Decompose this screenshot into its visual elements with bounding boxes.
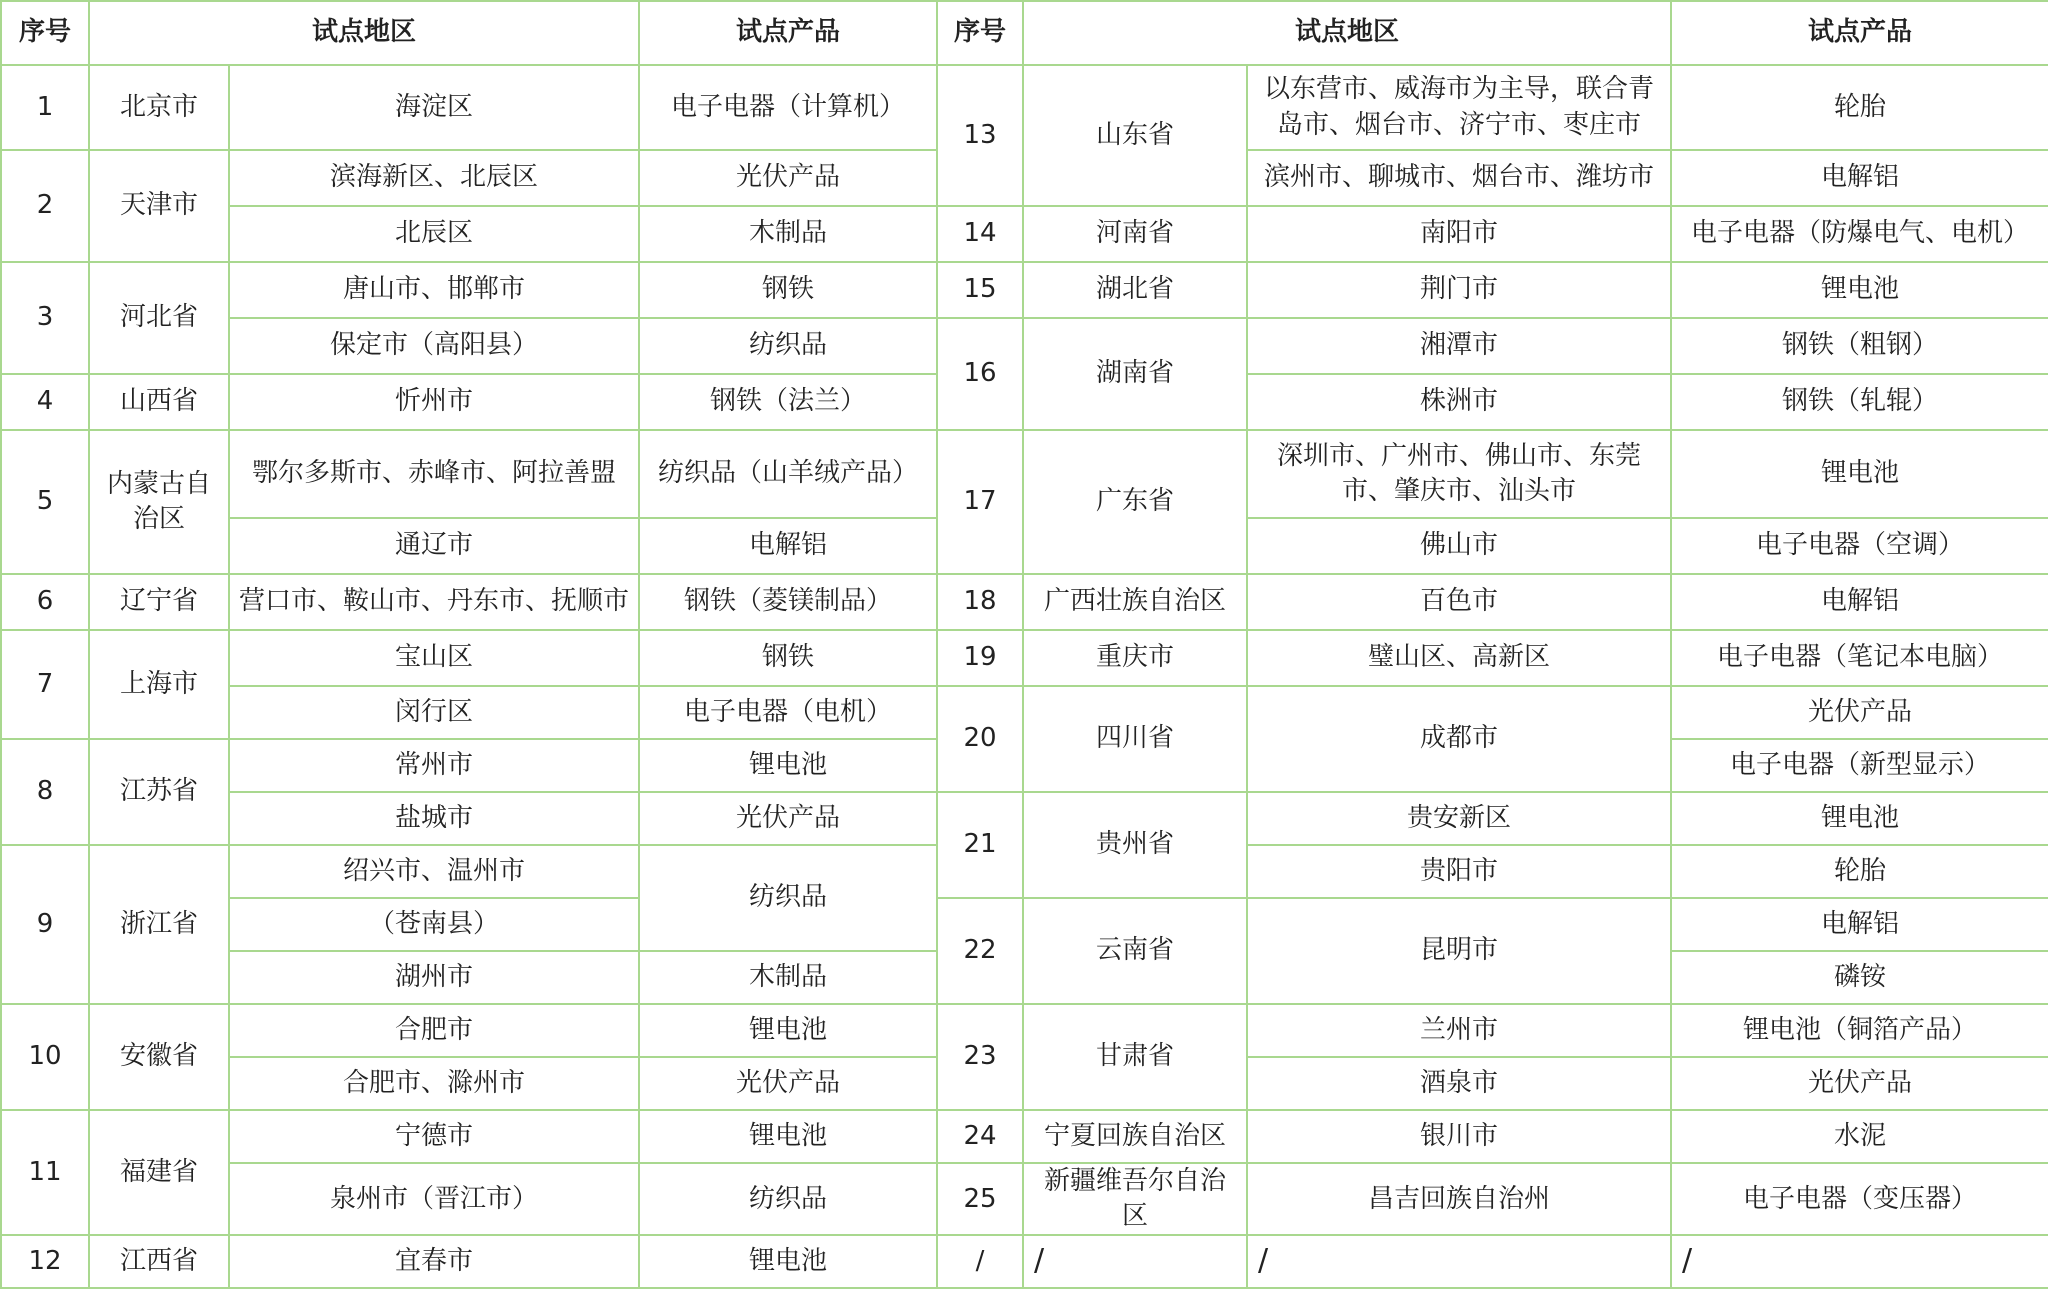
province-cell: 安徽省 [89,1004,229,1110]
area-cell: 唐山市、邯郸市 [229,262,639,318]
seq-cell: 16 [937,318,1023,430]
product-cell: 锂电池 [639,1004,937,1057]
header-region-right: 试点地区 [1023,1,1671,65]
table-row [1,206,2048,262]
product-cell: 光伏产品 [1671,1057,2048,1110]
product-cell: 光伏产品 [639,1057,937,1110]
product-cell: 电解铝 [1671,150,2048,206]
province-cell: 上海市 [89,630,229,739]
area-cell: 滨州市、聊城市、烟台市、潍坊市 [1247,150,1671,206]
seq-cell: / [937,1235,1023,1288]
province-cell: 北京市 [89,65,229,150]
province-cell: 广东省 [1023,430,1247,574]
seq-cell: 12 [1,1235,89,1288]
seq-cell: 9 [1,845,89,1004]
seq-cell: 15 [937,262,1023,318]
seq-cell: 17 [937,430,1023,574]
seq-cell: 2 [1,150,89,262]
table-row [1,630,2048,686]
product-cell: 电解铝 [1671,574,2048,630]
seq-cell: 23 [937,1004,1023,1110]
seq-cell: 7 [1,630,89,739]
header-row [1,1,2048,65]
area-cell: 深圳市、广州市、佛山市、东莞市、肇庆市、汕头市 [1247,430,1671,518]
area-cell: 银川市 [1247,1110,1671,1163]
product-cell: 木制品 [639,206,937,262]
product-cell: 电子电器（新型显示） [1671,739,2048,792]
header-seq-left: 序号 [1,1,89,65]
seq-cell: 1 [1,65,89,150]
product-cell: 钢铁（菱镁制品） [639,574,937,630]
area-cell: 璧山区、高新区 [1247,630,1671,686]
province-cell: 天津市 [89,150,229,262]
header-seq-right: 序号 [937,1,1023,65]
province-cell: 重庆市 [1023,630,1247,686]
area-cell: 成都市 [1247,686,1671,792]
area-cell: 滨海新区、北辰区 [229,150,639,206]
seq-cell: 8 [1,739,89,845]
area-cell: 北辰区 [229,206,639,262]
table-row [1,574,2048,630]
area-cell: 营口市、鞍山市、丹东市、抚顺市 [229,574,639,630]
table-row [1,1110,2048,1163]
product-cell: 光伏产品 [639,150,937,206]
header-product-right: 试点产品 [1671,1,2048,65]
seq-cell: 20 [937,686,1023,792]
area-cell: 海淀区 [229,65,639,150]
product-cell: 电子电器（防爆电气、电机） [1671,206,2048,262]
area-cell: / [1247,1235,1671,1288]
area-cell: 百色市 [1247,574,1671,630]
product-cell: 磷铵 [1671,951,2048,1004]
product-cell: 纺织品 [639,1163,937,1235]
product-cell: / [1671,1235,2048,1288]
seq-cell: 11 [1,1110,89,1235]
area-cell: 佛山市 [1247,518,1671,574]
province-cell: 新疆维吾尔自治区 [1023,1163,1247,1235]
seq-cell: 10 [1,1004,89,1110]
product-cell: 锂电池 [639,1110,937,1163]
province-cell: 河南省 [1023,206,1247,262]
product-cell: 钢铁 [639,630,937,686]
table-row [1,686,2048,739]
product-cell: 纺织品（山羊绒产品） [639,430,937,518]
product-cell: 轮胎 [1671,65,2048,150]
product-cell: 电解铝 [639,518,937,574]
product-cell: 电子电器（电机） [639,686,937,739]
product-cell: 电子电器（变压器） [1671,1163,2048,1235]
area-cell: 昌吉回族自治州 [1247,1163,1671,1235]
product-cell: 锂电池 [639,739,937,792]
area-cell: 荆门市 [1247,262,1671,318]
seq-cell: 13 [937,65,1023,206]
product-cell: 钢铁 [639,262,937,318]
province-cell: 河北省 [89,262,229,374]
province-cell: / [1023,1235,1247,1288]
product-cell: 电子电器（笔记本电脑） [1671,630,2048,686]
product-cell: 锂电池 [1671,430,2048,518]
province-cell: 四川省 [1023,686,1247,792]
seq-cell: 6 [1,574,89,630]
area-cell: 湘潭市 [1247,318,1671,374]
province-cell: 甘肃省 [1023,1004,1247,1110]
province-cell: 江苏省 [89,739,229,845]
table-row [1,1163,2048,1235]
province-cell: 内蒙古自治区 [89,430,229,574]
area-cell: 通辽市 [229,518,639,574]
area-cell: 酒泉市 [1247,1057,1671,1110]
area-cell: 昆明市 [1247,898,1671,1004]
province-cell: 湖北省 [1023,262,1247,318]
area-cell: 闵行区 [229,686,639,739]
area-cell: 以东营市、威海市为主导，联合青岛市、烟台市、济宁市、枣庄市 [1247,65,1671,150]
seq-cell: 19 [937,630,1023,686]
area-cell: 宜春市 [229,1235,639,1288]
table-row [1,898,2048,951]
product-cell: 木制品 [639,951,937,1004]
area-cell: 合肥市 [229,1004,639,1057]
province-cell: 辽宁省 [89,574,229,630]
product-cell: 锂电池 [639,1235,937,1288]
area-cell: 宁德市 [229,1110,639,1163]
header-region-left: 试点地区 [89,1,639,65]
table-row [1,318,2048,374]
area-cell: 鄂尔多斯市、赤峰市、阿拉善盟 [229,430,639,518]
province-cell: 广西壮族自治区 [1023,574,1247,630]
product-cell: 电子电器（空调） [1671,518,2048,574]
seq-cell: 3 [1,262,89,374]
table-row [1,65,2048,150]
product-cell: 光伏产品 [1671,686,2048,739]
area-cell: 宝山区 [229,630,639,686]
area-cell: 合肥市、滁州市 [229,1057,639,1110]
area-cell: 贵安新区 [1247,792,1671,845]
area-cell: 忻州市 [229,374,639,430]
product-cell: 纺织品 [639,845,937,951]
area-cell: （苍南县） [229,898,639,951]
seq-cell: 24 [937,1110,1023,1163]
product-cell: 锂电池 [1671,792,2048,845]
area-cell: 泉州市（晋江市） [229,1163,639,1235]
product-cell: 钢铁（法兰） [639,374,937,430]
province-cell: 山东省 [1023,65,1247,206]
product-cell: 光伏产品 [639,792,937,845]
area-cell: 湖州市 [229,951,639,1004]
area-cell: 株洲市 [1247,374,1671,430]
product-cell: 锂电池（铜箔产品） [1671,1004,2048,1057]
table-row [1,1235,2048,1288]
seq-cell: 14 [937,206,1023,262]
product-cell: 水泥 [1671,1110,2048,1163]
product-cell: 钢铁（轧辊） [1671,374,2048,430]
seq-cell: 5 [1,430,89,574]
table-row [1,1004,2048,1057]
seq-cell: 25 [937,1163,1023,1235]
table-row [1,262,2048,318]
province-cell: 江西省 [89,1235,229,1288]
seq-cell: 4 [1,374,89,430]
area-cell: 贵阳市 [1247,845,1671,898]
seq-cell: 18 [937,574,1023,630]
province-cell: 浙江省 [89,845,229,1004]
product-cell: 纺织品 [639,318,937,374]
area-cell: 常州市 [229,739,639,792]
province-cell: 宁夏回族自治区 [1023,1110,1247,1163]
province-cell: 湖南省 [1023,318,1247,430]
area-cell: 盐城市 [229,792,639,845]
area-cell: 兰州市 [1247,1004,1671,1057]
province-cell: 贵州省 [1023,792,1247,898]
product-cell: 钢铁（粗钢） [1671,318,2048,374]
product-cell: 轮胎 [1671,845,2048,898]
province-cell: 山西省 [89,374,229,430]
area-cell: 绍兴市、温州市 [229,845,639,898]
province-cell: 福建省 [89,1110,229,1235]
area-cell: 保定市（高阳县） [229,318,639,374]
area-cell: 南阳市 [1247,206,1671,262]
seq-cell: 21 [937,792,1023,898]
header-product-left: 试点产品 [639,1,937,65]
product-cell: 电解铝 [1671,898,2048,951]
province-cell: 云南省 [1023,898,1247,1004]
product-cell: 锂电池 [1671,262,2048,318]
seq-cell: 22 [937,898,1023,1004]
table-row [1,792,2048,845]
product-cell: 电子电器（计算机） [639,65,937,150]
table-row [1,430,2048,518]
